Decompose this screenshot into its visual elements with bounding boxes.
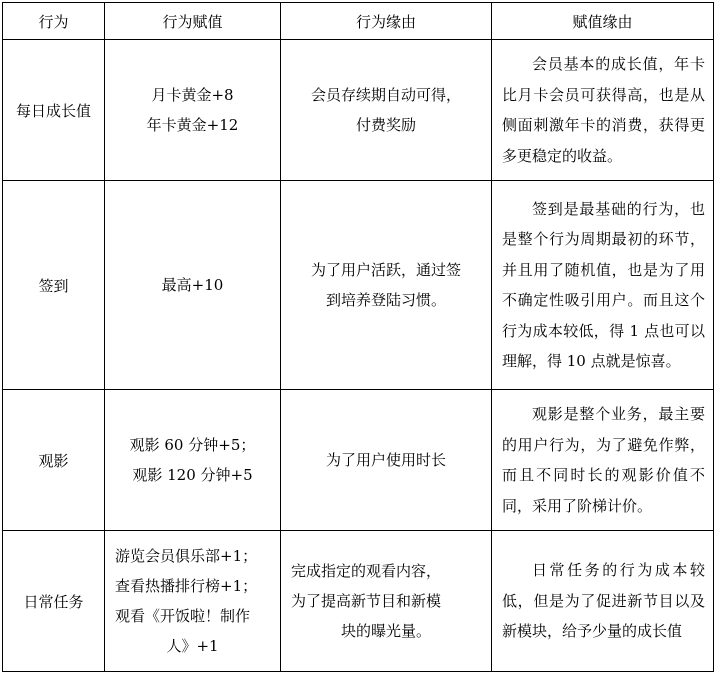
header-behavior-value: 行为赋值: [105, 3, 281, 40]
table-row: [3, 181, 714, 390]
value-reason-cell: [492, 40, 714, 181]
reason-cell: [281, 181, 492, 390]
behavior-cell: 每日成长值: [3, 40, 105, 181]
reason-line: 到培养登陆习惯。: [325, 291, 446, 309]
value-line: 观影 60 分钟+5；: [129, 436, 256, 454]
value-reason-text: 签到是最基础的行为，也是整个行为周期最初的环节，并且用了随机值，也是为了用不确定性吸引用户。而且这个行为成本较低，得 1 点也可以理解，得 10 点就是惊喜。: [502, 199, 705, 370]
reason-cell: [281, 531, 492, 672]
value-reason-cell: [492, 531, 714, 672]
value-line: 年卡黄金+12: [146, 116, 239, 134]
value-reason-text: 会员基本的成长值，年卡比月卡会员可获得高，也是从侧面刺激年卡的消费，获得更多更稳定的收益。: [502, 55, 705, 165]
value-reason-text: 观影是整个业务，最主要的用户行为，为了避免作弊，而且不同时长的观影价值不同，采用了阶梯计价。: [502, 405, 705, 515]
reason-cell: [281, 40, 492, 181]
behavior-cell: 签到: [3, 181, 105, 390]
value-cell: [105, 531, 281, 672]
value-line: 月卡黄金+8: [151, 86, 234, 104]
value-line: 查看热播排行榜+1；: [115, 577, 258, 595]
reason-cell: [281, 390, 492, 531]
table-row: [3, 390, 714, 531]
value-reason-cell: [492, 181, 714, 390]
value-cell: [105, 390, 281, 531]
growth-value-table: [2, 2, 714, 672]
reason-line: 完成指定的观看内容，: [291, 562, 442, 580]
value-line: 人》+1: [166, 637, 219, 655]
header-row: [3, 3, 714, 40]
behavior-cell: 日常任务: [3, 531, 105, 672]
table-row: [3, 531, 714, 672]
value-reason-text: 日常任务的行为成本较低，但是为了促进新节目以及新模块，给予少量的成长值: [502, 561, 705, 641]
value-line: 最高+10: [161, 276, 224, 294]
value-line: 观看《开饭啦！制作: [115, 607, 251, 625]
value-line: 观影 120 分钟+5: [132, 466, 253, 484]
header-value-reason: 赋值缘由: [492, 3, 714, 40]
value-line: 游览会员俱乐部+1；: [115, 547, 258, 565]
reason-line: 为了用户活跃，通过签: [310, 261, 461, 279]
table-row: [3, 40, 714, 181]
reason-line: 为了用户使用时长: [325, 451, 446, 469]
value-cell: [105, 40, 281, 181]
reason-line: 为了提高新节目和新模: [291, 592, 442, 610]
reason-line: 付费奖励: [355, 116, 416, 134]
header-behavior: 行为: [3, 3, 105, 40]
reason-line: 块的曝光量。: [340, 622, 431, 640]
value-reason-cell: [492, 390, 714, 531]
header-behavior-reason: 行为缘由: [281, 3, 492, 40]
behavior-cell: 观影: [3, 390, 105, 531]
value-cell: [105, 181, 281, 390]
reason-line: 会员存续期自动可得，: [310, 86, 461, 104]
